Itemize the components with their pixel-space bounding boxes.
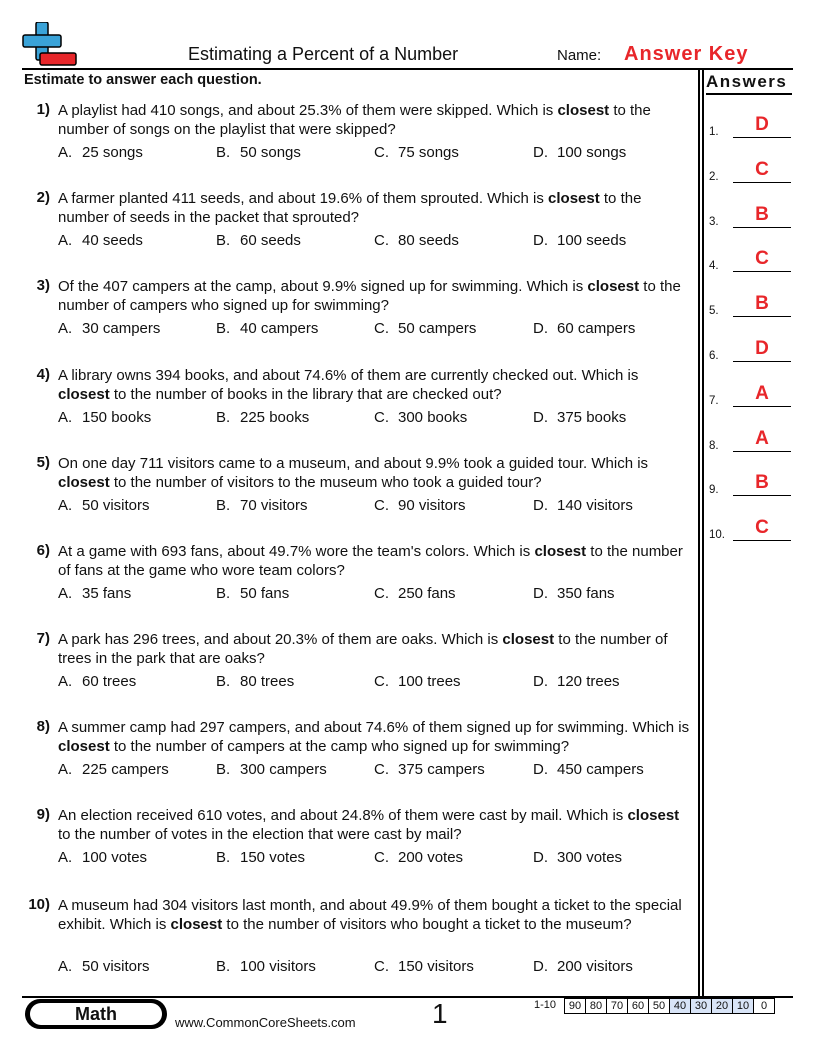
option-text: 35 fans <box>82 585 132 602</box>
option-letter: A. <box>58 958 73 975</box>
option-text: 60 campers <box>557 320 636 337</box>
score-cell: 0 <box>754 999 775 1014</box>
answer-blank <box>733 316 791 317</box>
answer-number: 2. <box>709 170 719 183</box>
option-letter: D. <box>533 409 548 426</box>
option-letter: A. <box>58 673 73 690</box>
option-text: 225 books <box>240 409 310 426</box>
answer-value: C <box>755 248 769 270</box>
score-cell: 10 <box>733 999 754 1014</box>
answer-option-b <box>216 320 318 337</box>
answer-option-d <box>533 849 622 866</box>
option-text: 60 trees <box>82 673 137 690</box>
option-text: 100 seeds <box>557 232 627 249</box>
answers-heading: Answers <box>706 72 792 95</box>
answer-blank <box>733 227 791 228</box>
answer-option-c <box>374 958 474 975</box>
question-text: A museum had 304 visitors last month, and about 49.9% of them bought a ticket to the special exhibit. Which is closest to the number of visitors who bought a ticket to the museum? <box>58 897 682 933</box>
score-cell: 70 <box>607 999 628 1014</box>
option-letter: B. <box>216 673 231 690</box>
answer-number: 7. <box>709 394 719 407</box>
option-letter: C. <box>374 409 389 426</box>
subject-badge-label: Math <box>30 1003 162 1025</box>
answer-value: C <box>755 158 769 180</box>
option-letter: D. <box>533 320 548 337</box>
option-letter: A. <box>58 849 73 866</box>
option-text: 375 books <box>557 409 627 426</box>
question-text: Of the 407 campers at the camp, about 9.9% signed up for swimming. Which is closest to the number of campers who signed up for swimming? <box>58 278 681 314</box>
option-letter: A. <box>58 497 73 514</box>
answer-option-d <box>533 320 635 337</box>
option-text: 50 songs <box>240 144 301 161</box>
option-letter: A. <box>58 232 73 249</box>
plus-minus-logo-icon <box>22 22 78 68</box>
option-letter: C. <box>374 585 389 602</box>
answer-value: D <box>755 338 769 359</box>
answer-row-8 <box>709 428 793 452</box>
instructions: Estimate to answer each question. <box>24 72 262 88</box>
answer-option-a <box>58 958 150 975</box>
option-text: 150 visitors <box>398 958 474 975</box>
question-number: 8) <box>36 718 50 735</box>
answer-option-d <box>533 232 626 249</box>
answer-option-c <box>374 849 463 866</box>
option-text: 80 seeds <box>398 232 459 249</box>
option-text: 100 songs <box>557 144 627 161</box>
answer-number: 4. <box>709 260 719 273</box>
option-text: 300 books <box>398 409 468 426</box>
option-text: 350 fans <box>557 585 615 602</box>
answer-value: D <box>755 114 769 135</box>
score-cell: 80 <box>586 999 607 1014</box>
question-text: At a game with 693 fans, about 49.7% wore the team's colors. Which is closest to the number of fans at the game who wore team colors? <box>58 543 683 579</box>
answer-option-c <box>374 320 476 337</box>
option-text: 30 campers <box>82 320 161 337</box>
score-cell: 30 <box>691 999 712 1014</box>
option-letter: B. <box>216 144 231 161</box>
option-text: 40 campers <box>240 320 319 337</box>
option-text: 140 visitors <box>557 497 633 514</box>
answer-option-a <box>58 849 147 866</box>
option-text: 100 votes <box>82 849 148 866</box>
answer-number: 9. <box>709 484 719 497</box>
answer-option-b <box>216 849 305 866</box>
option-letter: C. <box>374 144 389 161</box>
option-letter: D. <box>533 585 548 602</box>
answer-option-d <box>533 409 626 426</box>
answer-value: C <box>755 517 769 539</box>
question-number: 3) <box>36 277 50 294</box>
answer-number: 3. <box>709 215 719 228</box>
option-letter: A. <box>58 409 73 426</box>
option-letter: B. <box>216 585 231 602</box>
answer-row-2 <box>709 159 793 183</box>
answer-option-b <box>216 144 301 161</box>
answer-blank <box>733 271 791 272</box>
score-cell: 50 <box>649 999 670 1014</box>
answer-option-d <box>533 497 633 514</box>
option-letter: C. <box>374 497 389 514</box>
option-text: 70 visitors <box>240 497 308 514</box>
answer-option-d <box>533 585 615 602</box>
option-text: 40 seeds <box>82 232 143 249</box>
answer-option-a <box>58 673 136 690</box>
answer-option-b <box>216 958 316 975</box>
page-number: 1 <box>432 998 448 1029</box>
score-cell: 20 <box>712 999 733 1014</box>
question-number: 4) <box>36 366 50 383</box>
answer-option-a <box>58 497 150 514</box>
score-cell: 60 <box>628 999 649 1014</box>
option-text: 375 campers <box>398 761 485 778</box>
question-text: A summer camp had 297 campers, and about 74.6% of them signed up for swimming. Which is closest to the number of campers at the camp who signed up for swimming? <box>58 719 690 755</box>
answer-number: 5. <box>709 305 719 318</box>
option-letter: C. <box>374 849 389 866</box>
option-text: 75 songs <box>398 144 459 161</box>
option-text: 225 campers <box>82 761 169 778</box>
option-text: 120 trees <box>557 673 620 690</box>
answer-option-a <box>58 409 151 426</box>
answer-row-5 <box>709 293 793 317</box>
column-divider <box>698 68 700 998</box>
option-letter: D. <box>533 497 548 514</box>
answer-option-b <box>216 497 308 514</box>
answer-key-label: Answer Key <box>624 43 749 65</box>
question-text: A library owns 394 books, and about 74.6% of them are currently checked out. Which is closest to the number of books in the library that are checked out? <box>58 367 639 403</box>
option-text: 300 campers <box>240 761 327 778</box>
option-letter: A. <box>58 585 73 602</box>
column-divider <box>702 68 704 998</box>
score-cell: 90 <box>565 999 586 1014</box>
option-letter: B. <box>216 497 231 514</box>
option-letter: B. <box>216 958 231 975</box>
option-text: 50 fans <box>240 585 290 602</box>
question-text: On one day 711 visitors came to a museum, and about 9.9% took a guided tour. Which is closest to the number of visitors to the museum who took a guided tour? <box>58 455 649 491</box>
option-text: 150 books <box>82 409 152 426</box>
answer-option-a <box>58 232 143 249</box>
option-letter: B. <box>216 849 231 866</box>
answer-blank <box>733 137 791 138</box>
answer-option-c <box>374 585 456 602</box>
question-number: 1) <box>36 101 50 118</box>
answer-row-7 <box>709 383 793 407</box>
answer-row-9 <box>709 472 793 496</box>
answer-option-a <box>58 585 131 602</box>
page-title: Estimating a Percent of a Number <box>188 44 459 64</box>
answer-option-d <box>533 144 626 161</box>
answer-value: B <box>755 293 769 315</box>
option-letter: B. <box>216 761 231 778</box>
option-letter: A. <box>58 761 73 778</box>
answer-row-1 <box>709 114 793 138</box>
question-number: 6) <box>36 542 50 559</box>
answer-option-c <box>374 673 461 690</box>
option-letter: D. <box>533 761 548 778</box>
option-letter: B. <box>216 409 231 426</box>
answer-blank <box>733 182 791 183</box>
answer-blank <box>733 495 791 496</box>
option-text: 60 seeds <box>240 232 301 249</box>
option-letter: C. <box>374 958 389 975</box>
option-letter: C. <box>374 761 389 778</box>
option-text: 100 visitors <box>240 958 316 975</box>
question-text: An election received 610 votes, and about 24.8% of them were cast by mail. Which is closest to the number of votes in the election that were cast by mail? <box>58 807 680 843</box>
option-letter: C. <box>374 232 389 249</box>
option-letter: D. <box>533 958 548 975</box>
option-letter: C. <box>374 673 389 690</box>
option-text: 80 trees <box>240 673 295 690</box>
option-text: 50 campers <box>398 320 477 337</box>
answer-option-a <box>58 761 169 778</box>
question-number: 7) <box>36 630 50 647</box>
subject-badge <box>25 999 167 1029</box>
question-number: 5) <box>36 454 50 471</box>
score-table <box>564 998 775 1014</box>
answer-row-6 <box>709 338 793 362</box>
option-text: 300 votes <box>557 849 623 866</box>
answer-option-b <box>216 409 309 426</box>
answer-option-c <box>374 761 485 778</box>
answer-value: B <box>755 472 769 494</box>
option-text: 150 votes <box>240 849 306 866</box>
option-text: 200 visitors <box>557 958 633 975</box>
answer-value: A <box>755 382 769 404</box>
answer-option-c <box>374 144 459 161</box>
option-text: 200 votes <box>398 849 464 866</box>
option-text: 250 fans <box>398 585 456 602</box>
option-text: 90 visitors <box>398 497 466 514</box>
answer-row-3 <box>709 204 793 228</box>
answer-option-d <box>533 673 620 690</box>
answer-option-c <box>374 232 459 249</box>
answer-option-b <box>216 585 289 602</box>
option-letter: D. <box>533 673 548 690</box>
answer-number: 1. <box>709 126 719 138</box>
option-letter: B. <box>216 320 231 337</box>
name-label: Name: <box>557 47 602 64</box>
question-number: 9) <box>36 806 50 823</box>
score-range-label: 1-10 <box>534 999 557 1011</box>
answer-option-c <box>374 409 467 426</box>
answer-number: 8. <box>709 439 719 452</box>
answer-option-a <box>58 144 143 161</box>
top-divider <box>22 68 793 70</box>
answer-blank <box>733 451 791 452</box>
option-letter: C. <box>374 320 389 337</box>
option-letter: D. <box>533 849 548 866</box>
answer-option-b <box>216 761 327 778</box>
answer-number: 6. <box>709 350 719 362</box>
score-cell: 40 <box>670 999 691 1014</box>
answer-value: A <box>755 427 769 449</box>
answer-number: 10. <box>709 529 725 542</box>
option-text: 25 songs <box>82 144 143 161</box>
answer-option-d <box>533 958 633 975</box>
option-text: 50 visitors <box>82 958 150 975</box>
answer-option-a <box>58 320 160 337</box>
question-text: A park has 296 trees, and about 20.3% of them are oaks. Which is closest to the number of trees in the park that are oaks? <box>58 631 668 667</box>
answer-option-b <box>216 232 301 249</box>
question-number: 10) <box>28 896 50 913</box>
answer-option-d <box>533 761 644 778</box>
answer-blank <box>733 540 791 541</box>
question-number: 2) <box>36 189 50 206</box>
option-text: 50 visitors <box>82 497 150 514</box>
question-text: A playlist had 410 songs, and about 25.3% of them were skipped. Which is closest to the number of songs on the playlist that were skipped? <box>58 102 651 138</box>
option-letter: D. <box>533 144 548 161</box>
answer-value: B <box>755 203 769 225</box>
answer-blank <box>733 406 791 407</box>
answer-row-10 <box>709 517 793 541</box>
option-letter: A. <box>58 320 73 337</box>
question-text: A farmer planted 411 seeds, and about 19.6% of them sprouted. Which is closest to the number of seeds in the packet that sprouted? <box>58 190 642 226</box>
option-letter: D. <box>533 232 548 249</box>
option-text: 450 campers <box>557 761 644 778</box>
answer-row-4 <box>709 248 793 272</box>
option-letter: A. <box>58 144 73 161</box>
option-letter: B. <box>216 232 231 249</box>
answer-option-c <box>374 497 466 514</box>
answer-option-b <box>216 673 294 690</box>
option-text: 100 trees <box>398 673 461 690</box>
website-url: www.CommonCoreSheets.com <box>175 1015 356 1030</box>
answer-blank <box>733 361 791 362</box>
